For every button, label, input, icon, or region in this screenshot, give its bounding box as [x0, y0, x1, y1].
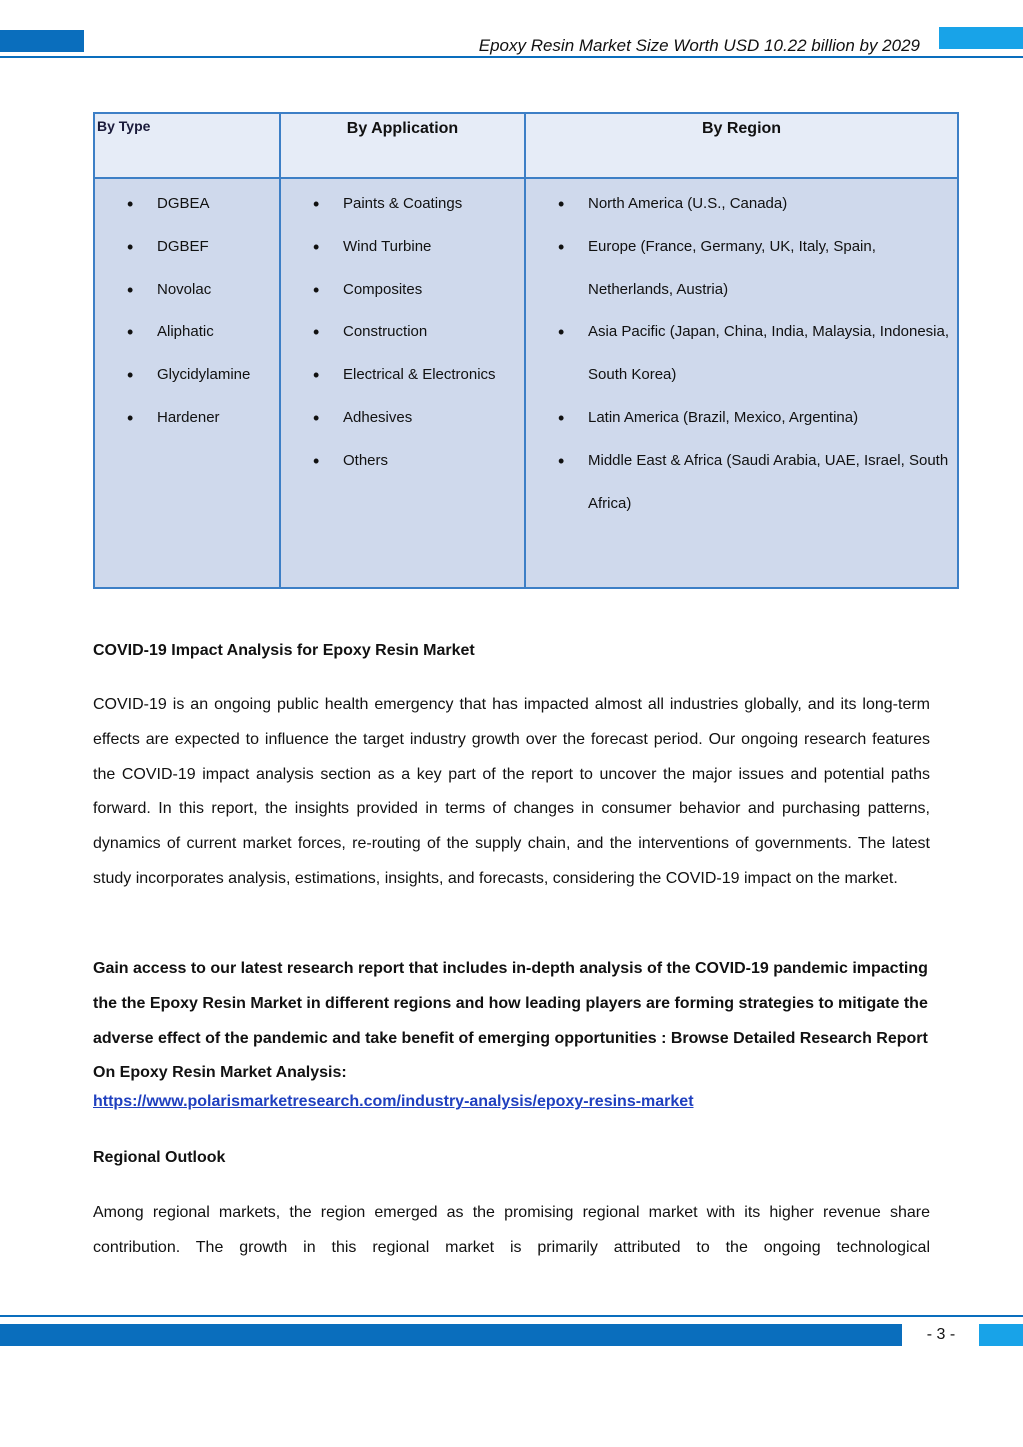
region-line-continued: South Korea) [588, 366, 677, 384]
list-item: • DGBEA [95, 183, 279, 226]
list-item: • Wind Turbine [281, 226, 524, 269]
header-divider [0, 56, 1023, 58]
list-item: • DGBEF [95, 226, 279, 269]
list-item [526, 440, 957, 526]
application-list [281, 179, 524, 483]
document-header-title: Epoxy Resin Market Size Worth USD 10.22 billion by 2029 [478, 36, 920, 55]
list-item: • Electrical & Electronics [281, 354, 524, 397]
region-line: Europe (France, Germany, UK, Italy, Spain, [588, 237, 876, 255]
table-header-row [94, 113, 958, 178]
header-by-application: By Application [280, 113, 525, 178]
list-item: • Glycidylamine [95, 354, 279, 397]
list-item: • Adhesives [281, 397, 524, 440]
footer-accent-bar [0, 1324, 902, 1346]
region-line: Middle East & Africa (Saudi Arabia, UAE, Israel, South [588, 451, 949, 469]
region-line-continued: Africa) [588, 494, 632, 512]
region-cell [525, 178, 958, 588]
list-item: • Composites [281, 269, 524, 312]
header-accent-right [939, 27, 1023, 49]
footer-accent-right [979, 1324, 1023, 1346]
regional-paragraph: Among regional markets, the region emerged as the promising regional market with its higher revenue share contribution. The growth in this regional market is primarily attributed to the ongoing technological [93, 1204, 930, 1256]
list-item: • Novolac [95, 269, 279, 312]
region-list [526, 179, 957, 525]
regional-heading: Regional Outlook [93, 1149, 226, 1166]
list-item: • Paints & Coatings [281, 183, 524, 226]
header-by-type: By Type [94, 113, 280, 178]
list-item: • Others [281, 440, 524, 483]
report-link[interactable]: https://www.polarismarketresearch.com/industry-analysis/epoxy-resins-market [93, 1093, 694, 1110]
table-body-row [94, 178, 958, 588]
segmentation-table [93, 112, 959, 589]
header-by-region: By Region [525, 113, 958, 178]
list-item: • Construction [281, 311, 524, 354]
list-item [526, 397, 957, 440]
type-cell [94, 178, 280, 588]
list-item [526, 311, 957, 397]
region-line: North America (U.S., Canada) [588, 195, 788, 212]
region-line-continued: Netherlands, Austria) [588, 280, 729, 298]
covid-heading: COVID-19 Impact Analysis for Epoxy Resin Market [93, 642, 475, 659]
application-cell [280, 178, 525, 588]
covid-paragraph: COVID-19 is an ongoing public health emergency that has impacted almost all industries globally, and its long-term effects are expected to influence the target industry growth over the forecast period. Our ongoing research features the COVID-19 impact analysis section as a key part of the report to uncover the major issues and potential paths forward. In this report, the insights provided in terms of changes in consumer behavior and purchasing patterns, dynamics of current market forces, re-routing of the supply chain, and the interventions of governments. The latest study incorporates analysis, estimations, insights, and forecasts, considering the COVID-19 impact on the market. [93, 696, 930, 887]
region-line: Latin America (Brazil, Mexico, Argentina) [588, 408, 859, 426]
list-item [526, 226, 957, 312]
cta-text: Gain access to our latest research report that includes in-depth analysis of the COVID-19 pandemic impacting the the Epoxy Resin Market in different regions and how leading players are forming strategies to mitigate the adverse effect of the pandemic and take benefit of emerging opportunities : Browse Detailed Research Report On Epoxy Resin Market Analysis: [93, 960, 928, 1082]
list-item: • Hardener [95, 397, 279, 440]
footer-divider [0, 1315, 1023, 1317]
type-list [95, 179, 279, 440]
page-number: - 3 - [926, 1326, 956, 1343]
region-line: Asia Pacific (Japan, China, India, Malaysia, Indonesia, [588, 323, 950, 341]
list-item: • Aliphatic [95, 311, 279, 354]
header-accent-left [0, 30, 84, 52]
list-item [526, 183, 957, 226]
